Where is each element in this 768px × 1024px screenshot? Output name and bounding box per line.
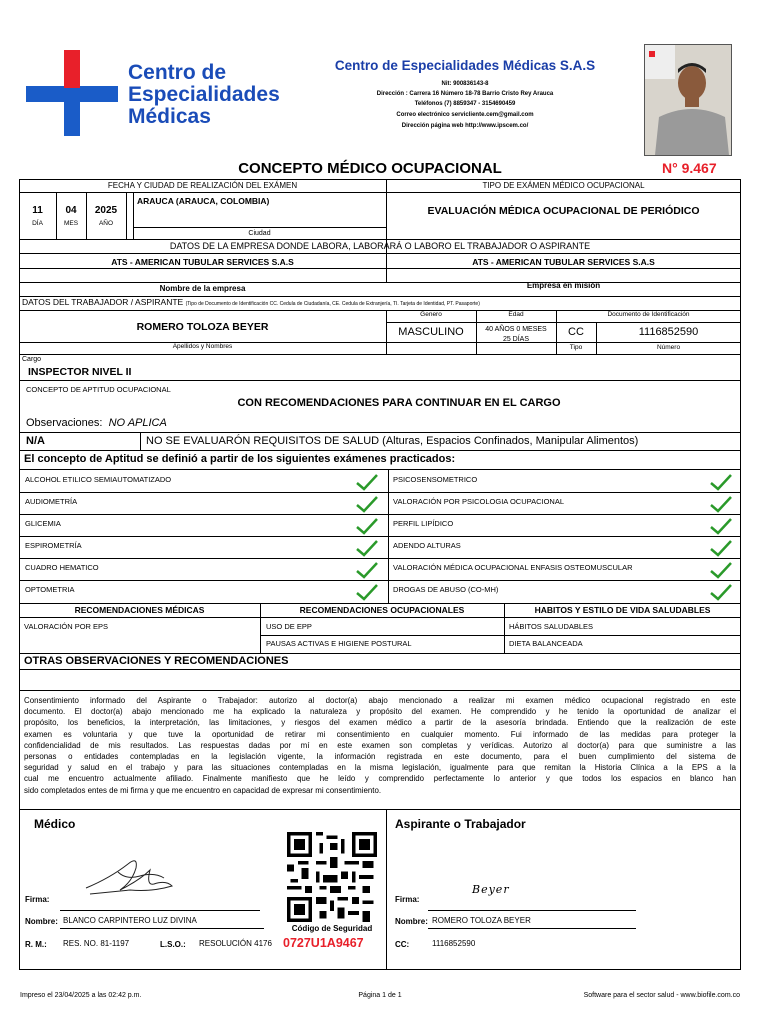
worker-gender: MASCULINO	[398, 326, 464, 338]
check-icon	[355, 539, 379, 557]
medical-rec-header: RECOMENDACIONES MÉDICAS	[74, 605, 205, 615]
exam-city: ARAUCA (ARAUCA, COLOMBIA)	[137, 196, 270, 206]
worker-position: INSPECTOR NIVEL II	[28, 366, 132, 378]
date-city-header: FECHA Y CIUDAD DE REALIZACIÓN DEL EXÁMEN	[107, 181, 298, 190]
exam-left-5: CUADRO HEMATICO	[25, 563, 99, 572]
consent-line: documento. El doctor(a) abajo mencionado me ha explicado la naturaleza y propósito del examen. He comprendido y he tenido la oportunidad de analizar el	[24, 707, 736, 717]
footer-page: Página 1 de 1	[358, 992, 402, 999]
worker-signature: Beyer	[472, 883, 510, 896]
security-code: 0727U1A9467	[283, 936, 364, 950]
occupational-rec-header: RECOMENDACIONES OCUPACIONALES	[299, 605, 465, 615]
consent-text	[24, 695, 736, 796]
medical-rec-1: VALORACIÓN POR EPS	[24, 622, 109, 631]
logo-line-1: Centro de	[128, 61, 227, 84]
doc-type-label: Tipo	[569, 344, 583, 351]
exam-left-1: ALCOHOL ETILICO SEMIAUTOMATIZADO	[25, 475, 172, 484]
qr-code-icon	[287, 832, 377, 922]
habits-1: HÁBITOS SALUDABLES	[509, 622, 594, 631]
worker-doc-number: 1116852590	[638, 326, 699, 338]
consent-line: propósito, los beneficios, la interpretación, las limitaciones, y riesgos del examen médico a partir de la asesoría brindada. Entiendo que la realización de este	[24, 718, 736, 728]
consent-line: seguridad y salud en el trabajo y para las situaciones contempladas en la misma legislación, igualmente para que remitan la Historia Clínica a la EPS a la	[24, 763, 736, 773]
cc-label: CC:	[395, 940, 410, 949]
lso-value: RESOLUCIÓN 4176	[199, 939, 272, 948]
worker-header-title: DATOS DEL TRABAJADOR / ASPIRANTE	[22, 297, 184, 307]
logo-line-2: Especialidades	[128, 83, 280, 106]
footer-printed: Impreso el 23/04/2025 a las 02:42 p.m.	[20, 992, 142, 999]
occupational-rec-1: USO DE EPP	[266, 622, 312, 631]
worker-nombre-label: Nombre:	[395, 917, 428, 926]
mission-company: ATS - AMERICAN TUBULAR SERVICES S.A.S	[472, 257, 655, 267]
gender-label: Genero	[420, 311, 442, 318]
exam-right-6: DROGAS DE ABUSO (CO-MH)	[393, 585, 499, 594]
aptitude-label: CONCEPTO DE APTITUD OCUPACIONAL	[26, 385, 171, 394]
exam-right-3: PERFIL LIPÍDICO	[393, 519, 454, 528]
exam-day: 11	[32, 205, 43, 216]
exam-year: 2025	[94, 205, 118, 216]
city-label: Ciudad	[248, 230, 271, 237]
check-icon	[709, 495, 733, 513]
exam-left-6: OPTOMETRIA	[25, 585, 75, 594]
exam-left-4: ESPIROMETRÍA	[25, 541, 82, 550]
doctor-nombre-label: Nombre:	[25, 917, 58, 926]
doctor-header: Médico	[34, 817, 76, 831]
aptitude-value: CON RECOMENDACIONES PARA CONTINUAR EN EL CARGO	[237, 397, 561, 409]
requirements-text: NO SE EVALUARÓN REQUISITOS DE SALUD (Alturas, Espacios Confinados, Manipular Alimentos)	[146, 435, 639, 447]
company-phones: Teléfonos (7) 8859347 - 3154690459	[414, 101, 516, 107]
doctor-firma-label: Firma:	[25, 895, 50, 904]
age-label: Edad	[508, 311, 524, 318]
company-web: Dirección página web http://www.ipscem.co/	[401, 123, 529, 129]
check-icon	[355, 495, 379, 513]
worker-header-note: (Tipo de Documento de Identificación CC. Cedula de Ciudadanía, CE. Cedula de Extranjería, TI. Tarjeta de Identidad, PT. Pasaporte)	[185, 301, 480, 307]
exam-right-5: VALORACIÓN MÉDICA OCUPACIONAL ENFASIS OSTEOMUSCULAR	[393, 563, 633, 572]
consent-line: examen es voluntaria y que tuve la oportunidad de retirar mi consentimiento en cualquier momento. Fui informado de las medidas para proteger la	[24, 729, 736, 739]
consent-line: personas o entidades contempladas en la legislación vigente, la información registrada en este documento, para el buen cumplimiento del sistema de	[24, 752, 736, 762]
worker-photo	[644, 44, 732, 156]
occupational-rec-2: PAUSAS ACTIVAS E HIGIENE POSTURAL	[266, 639, 412, 648]
company-email: Correo electrónico servicliente.cem@gmail.com	[396, 112, 534, 118]
check-icon	[709, 473, 733, 491]
doctor-name: BLANCO CARPINTERO LUZ DIVINA	[63, 916, 197, 925]
observations-label: Observaciones:	[26, 417, 103, 429]
logo-line-3: Médicas	[128, 105, 211, 128]
worker-age-1: 40 AÑOS 0 MESES	[485, 326, 547, 333]
consent-line: confidencialidad de mis resultados. Las respuestas dadas por mí en este examen son completas y verídicas. Autorizo al doctor(a) para que suministre a las	[24, 740, 736, 750]
cc-value: 1116852590	[432, 939, 476, 948]
doc-title: CONCEPTO MÉDICO OCUPACIONAL	[238, 160, 502, 177]
employer-label: Nombre de la empresa	[159, 284, 246, 293]
consent-line: sido completados entes de mi firma y que me encuentro en capacidad de expresar mi consentimiento.	[24, 785, 382, 795]
exam-left-3: GLICEMIA	[25, 519, 61, 528]
other-observations-header: OTRAS OBSERVACIONES Y RECOMENDACIONES	[24, 655, 289, 667]
year-label: AÑO	[98, 220, 114, 227]
observations-value: NO APLICA	[108, 417, 167, 429]
exam-type-header: TIPO DE EXÁMEN MÉDICO OCUPACIONAL	[482, 181, 645, 190]
check-icon	[709, 517, 733, 535]
doc-number: N° 9.467	[662, 160, 717, 176]
check-icon	[355, 473, 379, 491]
worker-age-2: 25 DÍAS	[502, 336, 530, 343]
worker-name-label: Apellidos y Nombres	[172, 343, 233, 350]
check-icon	[709, 583, 733, 601]
security-code-label: Código de Seguridad	[291, 924, 373, 933]
check-icon	[355, 561, 379, 579]
habits-header: HABITOS Y ESTILO DE VIDA SALUDABLES	[534, 605, 711, 615]
consent-line: cual me encuentro actualmente afiliado. Finalmente manifiesto que he leído y comprendido perfectamente lo anterior y que todos los espacios en blanco han	[24, 774, 736, 784]
check-icon	[709, 561, 733, 579]
exams-header: El concepto de Aptitud se definió a partir de los siguientes exámenes practicados:	[24, 453, 456, 465]
rm-label: R. M.:	[25, 940, 47, 949]
worker-header	[22, 298, 480, 307]
consent-line: Consentimiento informado del Aspirante o Trabajador: autorizo al doctor(a) abajo mencionado a realizar mi examen médico ocupacional registrado en este	[24, 696, 736, 705]
worker-sign-header: Aspirante o Trabajador	[395, 817, 526, 831]
observations	[26, 418, 167, 429]
exam-type-value: EVALUACIÓN MÉDICA OCUPACIONAL DE PERIÓDICO	[427, 205, 700, 217]
doc-label: Documento de Identificación	[607, 311, 690, 318]
requirements-na: N/A	[26, 435, 45, 447]
habits-2: DIETA BALANCEADA	[509, 639, 583, 648]
exam-left-2: AUDIOMETRÍA	[25, 497, 78, 506]
position-label: Cargo	[22, 356, 42, 363]
company-nit: Nit: 900836143-8	[441, 81, 489, 87]
month-label: MES	[63, 220, 79, 227]
worker-sign-name: ROMERO TOLOZA BEYER	[432, 916, 531, 925]
employer-name: ATS - AMERICAN TUBULAR SERVICES S.A.S	[111, 257, 294, 267]
check-icon	[355, 583, 379, 601]
doctor-signature	[80, 850, 180, 900]
company-name: Centro de Especialidades Médicas S.A.S	[334, 58, 596, 73]
worker-firma-label: Firma:	[395, 895, 420, 904]
worker-name: ROMERO TOLOZA BEYER	[136, 321, 269, 333]
company-data-header: DATOS DE LA EMPRESA DONDE LABORA, LABORARÁ O LABORO EL TRABAJADOR O ASPIRANTE	[169, 241, 591, 251]
footer-software: Software para el sector salud - www.biofile.com.co	[583, 992, 740, 999]
rm-value: RES. NO. 81-1197	[63, 939, 130, 948]
day-label: DÍA	[32, 220, 43, 227]
lso-label: L.S.O.:	[160, 940, 186, 949]
doc-number-label: Número	[656, 344, 681, 351]
exam-right-4: ADENDO ALTURAS	[393, 541, 461, 550]
logo-cross-icon	[22, 44, 122, 144]
mission-label: Empresa en misión	[526, 281, 601, 290]
exam-right-2: VALORACIÓN POR PSICOLOGIA OCUPACIONAL	[393, 497, 565, 506]
check-icon	[355, 517, 379, 535]
worker-doc-type: CC	[568, 326, 584, 338]
check-icon	[709, 539, 733, 557]
company-address: Dirección : Carrera 16 Número 18-78 Barrio Cristo Rey Arauca	[376, 91, 554, 97]
exam-right-1: PSICOSENSOMETRICO	[393, 475, 478, 484]
exam-month: 04	[65, 205, 77, 216]
